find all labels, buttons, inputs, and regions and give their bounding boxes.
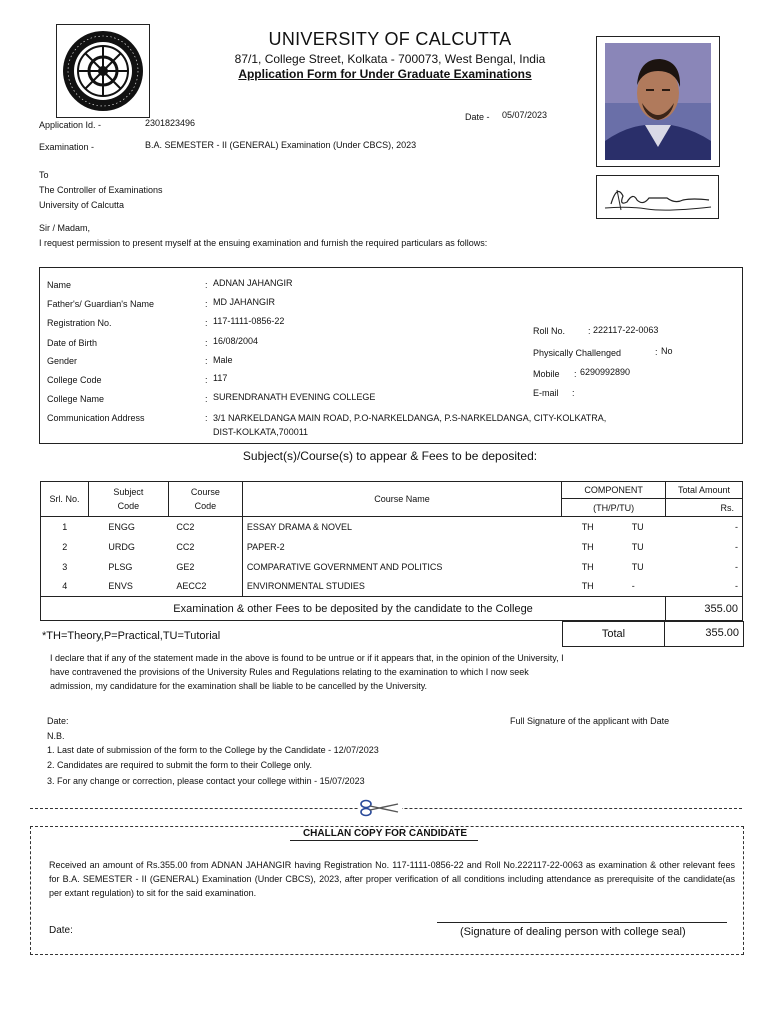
row-component-1: TH [581,521,594,532]
row-amount: - [666,577,743,597]
physically-challenged-value: No [661,346,673,356]
component-legend: *TH=Theory,P=Practical,TU=Tutorial [42,630,221,642]
letter-addressee-2: University of Calcutta [39,200,125,210]
roll-value: 222117-22-0063 [593,325,659,335]
address-line-2: DIST-KOLKATA,700011 [213,427,309,437]
registration-label: Registration No. [47,318,112,328]
name-label: Name [47,280,72,290]
form-title: Application Form for Under Graduate Examinations [238,67,532,81]
table-row [41,537,743,557]
signature-icon [597,176,718,218]
letter-salutation: Sir / Madam, [39,223,91,233]
college-code-value: 117 [213,373,228,383]
applicant-signature-label: Full Signature of the applicant with Date [510,716,670,726]
col-subject-code-header: Subject Code [88,482,168,517]
university-logo [56,24,150,118]
row-component-2: - [631,581,635,592]
col-total-subheader: Rs. [666,499,743,517]
gender-value: Male [213,355,233,365]
row-course-name: COMPARATIVE GOVERNMENT AND POLITICS [246,561,443,572]
table-row [41,577,743,597]
fees-label: Examination & other Fees to be deposited by the candidate to the College [41,597,666,621]
row-srl: 3 [41,557,89,577]
fees-value: 355.00 [666,597,743,621]
nb-item-1: 1. Last date of submission of the form to the College by the Candidate - 12/07/2023 [47,745,379,755]
challan-date-label: Date: [49,925,73,936]
table-row [41,517,743,537]
scissors-icon [358,799,402,817]
father-label: Father's/ Guardian's Name [47,299,154,309]
row-amount: - [666,537,743,557]
letter-request: I request permission to present myself at the ensuing examination and furnish the required particulars as follows: [39,238,488,248]
address-line-1: 3/1 NARKELDANGA MAIN ROAD, P.O-NARKELDANGA, P.S-NARKELDANGA, CITY-KOLKATRA, [213,413,607,423]
col-course-code-header: Course Code [168,482,242,517]
declaration-line-3: admission, my candidature for the examination shall be liable to be cancelled by the University. [50,681,428,691]
row-course-code: GE2 [168,557,242,577]
name-value: ADNAN JAHANGIR [213,278,293,288]
row-component-1: TH [581,561,594,572]
table-row [41,557,743,577]
college-name-value: SURENDRANATH EVENING COLLEGE [213,392,376,402]
dob-label: Date of Birth [47,338,98,348]
email-label: E-mail [533,388,559,398]
university-seal-icon [57,25,149,117]
gender-label: Gender [47,356,78,366]
col-course-name-header: Course Name [242,482,561,517]
examination-value: B.A. SEMESTER - II (GENERAL) Examination (Under CBCS), 2023 [145,140,417,150]
row-subject-code: ENVS [108,581,133,592]
challan-text: Received an amount of Rs.355.00 from ADNAN JAHANGIR having Registration No. 117-1111-0856-22 and Roll No.222117-22-0063 as examination & other relevant fees for B.A. SEMESTER - II (GENERAL) Examination (Under CBCS), 2023, after proper verification of all conditions including attendance as prerequisite of the candidate(as per extant regulation) to sit for the said examination. [49,860,735,898]
row-srl: 4 [41,577,89,597]
row-course-name: ENVIRONMENTAL STUDIES [246,581,365,592]
nb-item-3: 3. For any change or correction, please contact your college within - 15/07/2023 [47,776,365,786]
row-course-name: ESSAY DRAMA & NOVEL [246,521,353,532]
total-label: Total [563,622,665,646]
row-course-code: CC2 [168,537,242,557]
row-subject-code: PLSG [108,561,133,572]
row-subject-code: ENGG [108,521,135,532]
university-name: UNIVERSITY OF CALCUTTA [268,29,512,49]
physically-challenged-label: Physically Challenged [533,348,622,358]
dob-value: 16/08/2004 [213,336,259,346]
application-id-value: 2301823496 [145,118,196,128]
application-id-label: Application Id. - [39,120,102,130]
total-value: 355.00 [705,627,739,639]
subjects-heading: Subject(s)/Course(s) to appear & Fees to be deposited: [242,449,538,463]
subjects-table [40,481,743,621]
dealing-signature-label: (Signature of dealing person with college seal) [460,926,686,938]
roll-label: Roll No. [533,326,566,336]
mobile-value: 6290992890 [580,367,631,377]
letter-addressee-1: The Controller of Examinations [39,185,163,195]
col-srl-header: Srl. No. [41,482,89,517]
row-component-1: TH [581,541,594,552]
declaration-line-2: have contravened the provisions of the University Rules and Regulations relating to the examination to which I now seek [50,667,529,677]
person-photo-icon [605,43,711,160]
row-amount: - [666,517,743,537]
row-amount: - [666,557,743,577]
declaration-line-1: I declare that if any of the statement made in the above is found to be untrue or if it appears that, in the opinion of the University, I [50,653,564,663]
nb-item-2: 2. Candidates are required to submit the form to their College only. [47,760,312,770]
row-subject-code: URDG [108,541,135,552]
college-code-label: College Code [47,375,102,385]
row-course-code: AECC2 [168,577,242,597]
row-component-2: TU [631,541,644,552]
university-address: 87/1, College Street, Kolkata - 700073, West Bengal, India [234,52,546,66]
row-srl: 2 [41,537,89,557]
col-total-header: Total Amount [666,482,743,499]
letter-to: To [39,170,49,180]
date-value: 05/07/2023 [502,110,548,120]
total-box [562,621,744,647]
row-srl: 1 [62,521,68,532]
col-component-header: COMPONENT [562,482,666,499]
row-course-code: CC2 [168,517,242,537]
applicant-photo [596,36,720,167]
examination-label: Examination - [39,142,95,152]
row-component-1: TH [581,581,594,592]
declaration-date-label: Date: [47,716,69,726]
row-component-2: TU [631,521,644,532]
applicant-signature [596,175,719,219]
registration-value: 117-1111-0856-22 [213,316,285,326]
challan-title: CHALLAN COPY FOR CANDIDATE [302,828,468,839]
row-component-2: TU [631,561,644,572]
father-value: MD JAHANGIR [213,297,276,307]
col-component-subheader: (TH/P/TU) [562,499,666,517]
row-course-name: PAPER-2 [246,541,285,552]
date-label: Date - [465,112,490,122]
address-label: Communication Address [47,413,145,423]
mobile-label: Mobile [533,369,560,379]
nb-label: N.B. [47,731,65,741]
college-name-label: College Name [47,394,105,404]
